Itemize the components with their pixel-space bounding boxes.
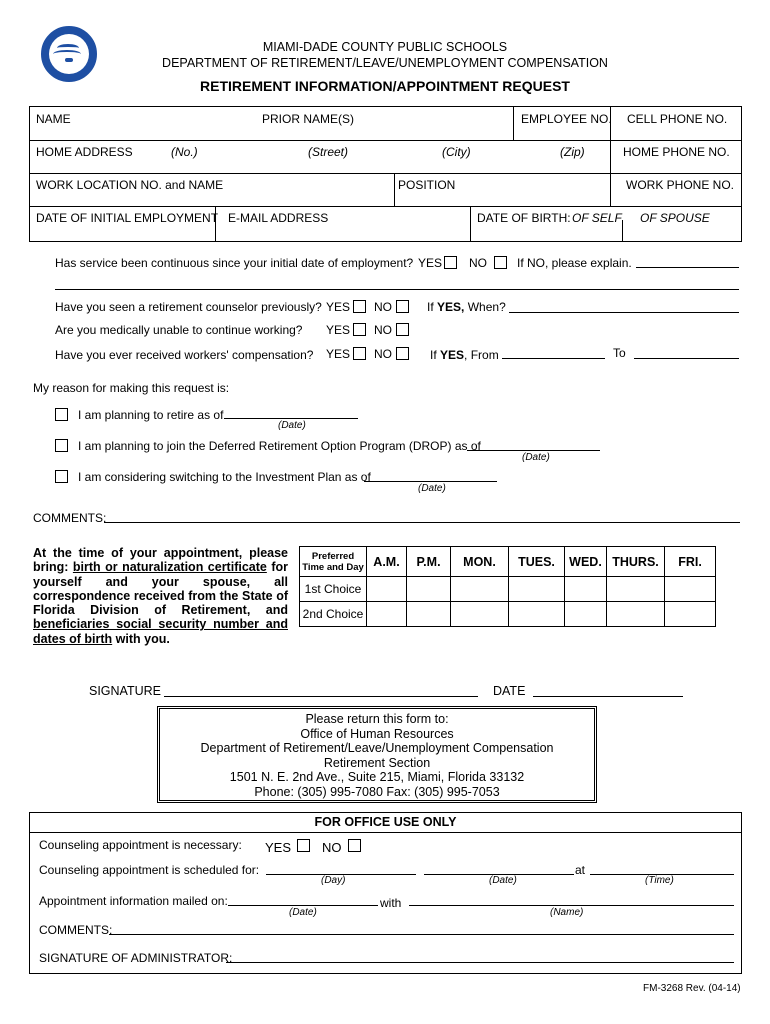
preferred-header: Preferred Time and Day: [300, 547, 367, 577]
home-address-field[interactable]: HOME ADDRESS: [36, 145, 133, 159]
district-seal-logo: [41, 26, 97, 82]
col-fri: FRI.: [665, 547, 716, 577]
name-field[interactable]: NAME: [36, 112, 71, 126]
work-phone-field[interactable]: WORK PHONE NO.: [626, 178, 735, 192]
counselor-no-label: NO: [374, 300, 392, 314]
dob-self-field[interactable]: OF SELF: [572, 211, 622, 225]
return-line: 1501 N. E. 2nd Ave., Suite 215, Miami, Florida 33132: [229, 770, 525, 784]
return-line: Phone: (305) 995-7080 Fax: (305) 995-7053: [254, 784, 500, 799]
investment-date-line[interactable]: [364, 481, 497, 482]
form-title: RETIREMENT INFORMATION/APPOINTMENT REQUEST: [200, 78, 570, 94]
cell-1-fri[interactable]: [665, 577, 716, 602]
necessary-yes-label: YES: [265, 840, 292, 855]
col-mon: MON.: [451, 547, 509, 577]
cell-2-pm[interactable]: [407, 602, 451, 627]
header-district: MIAMI-DADE COUNTY PUBLIC SCHOOLS: [262, 40, 508, 54]
office-use-title: FOR OFFICE USE ONLY: [30, 813, 741, 833]
continuous-no-checkbox[interactable]: [494, 256, 507, 269]
cell-2-wed[interactable]: [565, 602, 607, 627]
continuous-no-label: NO: [469, 256, 487, 270]
email-field[interactable]: E-MAIL ADDRESS: [228, 211, 329, 225]
col-pm: P.M.: [407, 547, 451, 577]
mailed-with-label: with: [380, 896, 402, 910]
admin-signature-label: SIGNATURE OF ADMINISTRATOR:: [39, 951, 233, 965]
if-no-explain-label: If NO, please explain.: [517, 256, 632, 270]
dob-spouse-field[interactable]: OF SPOUSE: [640, 211, 710, 225]
col-tues: TUES.: [509, 547, 565, 577]
scheduled-date-caption: (Date): [489, 875, 517, 886]
form-number: FM-3268 Rev. (04-14): [643, 983, 741, 994]
office-comments-line[interactable]: [109, 934, 734, 935]
investment-label: I am considering switching to the Investment Plan as of: [78, 470, 371, 484]
necessary-label: Counseling appointment is necessary:: [39, 838, 242, 852]
cell-1-pm[interactable]: [407, 577, 451, 602]
cell-1-tues[interactable]: [509, 577, 565, 602]
cell-2-thurs[interactable]: [607, 602, 665, 627]
workers-comp-yes-label: YES: [326, 347, 351, 361]
employee-no-field[interactable]: EMPLOYEE NO.: [521, 112, 612, 126]
col-thurs: THURS.: [607, 547, 665, 577]
mailed-name-caption: (Name): [550, 907, 584, 918]
workers-comp-from-line[interactable]: [502, 358, 605, 359]
cell-2-fri[interactable]: [665, 602, 716, 627]
workers-comp-yes-checkbox[interactable]: [353, 347, 366, 360]
medical-no-checkbox[interactable]: [396, 323, 409, 336]
employee-info-grid: [29, 106, 742, 242]
row-1st-choice: 1st Choice: [300, 577, 367, 602]
col-am: A.M.: [367, 547, 407, 577]
continuous-question: Has service been continuous since your initial date of employment?: [55, 256, 414, 270]
explain-line-1[interactable]: [636, 267, 739, 268]
position-field[interactable]: POSITION: [398, 178, 456, 192]
cell-phone-field[interactable]: CELL PHONE NO.: [627, 112, 728, 126]
workers-comp-question: Have you ever received workers' compensation?: [55, 348, 314, 362]
signature-date-line[interactable]: [533, 696, 683, 697]
investment-checkbox[interactable]: [55, 470, 68, 483]
address-street-label: (Street): [308, 145, 349, 159]
mailed-name-line[interactable]: [409, 905, 734, 906]
workers-comp-no-label: NO: [374, 347, 392, 361]
scheduled-label: Counseling appointment is scheduled for:: [39, 863, 260, 877]
prior-names-field[interactable]: PRIOR NAME(S): [262, 112, 355, 126]
counselor-question: Have you seen a retirement counselor previously?: [55, 300, 322, 314]
medical-yes-checkbox[interactable]: [353, 323, 366, 336]
signature-line[interactable]: [164, 696, 478, 697]
signature-date-label: DATE: [493, 684, 526, 698]
retire-label: I am planning to retire as of: [78, 408, 224, 422]
mailed-date-line[interactable]: [228, 905, 378, 906]
cell-2-am[interactable]: [367, 602, 407, 627]
mailed-date-caption: (Date): [289, 907, 317, 918]
continuous-yes-label: YES: [418, 256, 443, 270]
address-city-label: (City): [442, 145, 471, 159]
necessary-no-checkbox[interactable]: [348, 839, 361, 852]
counselor-if-yes-label: If YES, When?: [427, 300, 506, 314]
drop-date-line[interactable]: [467, 450, 600, 451]
cell-1-thurs[interactable]: [607, 577, 665, 602]
office-use-section: [29, 812, 742, 974]
counselor-yes-label: YES: [326, 300, 351, 314]
counselor-when-line[interactable]: [509, 312, 739, 313]
cell-1-wed[interactable]: [565, 577, 607, 602]
comments-label: COMMENTS:: [33, 511, 107, 525]
office-comments-label: COMMENTS:: [39, 923, 113, 937]
continuous-yes-checkbox[interactable]: [444, 256, 457, 269]
scheduled-day-caption: (Day): [321, 875, 346, 886]
header-department: DEPARTMENT OF RETIREMENT/LEAVE/UNEMPLOYMENT COMPENSATION: [162, 56, 608, 70]
workers-comp-no-checkbox[interactable]: [396, 347, 409, 360]
necessary-no-label: NO: [322, 840, 342, 855]
counselor-yes-checkbox[interactable]: [353, 300, 366, 313]
investment-date-caption: (Date): [418, 483, 446, 494]
workers-comp-if-yes-from: If YES, From: [430, 348, 499, 362]
counselor-no-checkbox[interactable]: [396, 300, 409, 313]
return-line: Department of Retirement/Leave/Unemployment Compensation: [200, 741, 554, 755]
drop-label: I am planning to join the Deferred Retirement Option Program (DROP) as of: [78, 439, 481, 453]
return-line: Please return this form to:: [305, 712, 449, 726]
workers-comp-to-line[interactable]: [634, 358, 739, 359]
mailed-label: Appointment information mailed on:: [39, 894, 228, 908]
explain-line-2[interactable]: [55, 289, 739, 290]
retire-date-caption: (Date): [278, 420, 306, 431]
cell-2-tues[interactable]: [509, 602, 565, 627]
signature-label: SIGNATURE: [89, 684, 161, 698]
date-initial-employment-field[interactable]: DATE OF INITIAL EMPLOYMENT: [36, 211, 219, 225]
medical-yes-label: YES: [326, 323, 351, 337]
work-location-field[interactable]: WORK LOCATION NO. and NAME: [36, 178, 224, 192]
address-zip-label: (Zip): [560, 145, 585, 159]
retire-checkbox[interactable]: [55, 408, 68, 421]
medical-question: Are you medically unable to continue working?: [55, 323, 303, 337]
scheduled-at-label: at: [575, 863, 586, 877]
reason-heading: My reason for making this request is:: [33, 381, 230, 395]
cell-2-mon[interactable]: [451, 602, 509, 627]
medical-no-label: NO: [374, 323, 392, 337]
cell-1-am[interactable]: [367, 577, 407, 602]
col-wed: WED.: [565, 547, 607, 577]
preferred-schedule-table: [299, 546, 716, 627]
retire-date-line[interactable]: [224, 418, 358, 419]
address-no-label: (No.): [171, 145, 198, 159]
necessary-yes-checkbox[interactable]: [297, 839, 310, 852]
comments-line[interactable]: [104, 522, 740, 523]
drop-date-caption: (Date): [522, 452, 550, 463]
workers-comp-to-label: To: [613, 346, 626, 360]
scheduled-time-caption: (Time): [645, 875, 674, 886]
drop-checkbox[interactable]: [55, 439, 68, 452]
return-line: Retirement Section: [323, 755, 431, 770]
cell-1-mon[interactable]: [451, 577, 509, 602]
return-address-box: [159, 708, 595, 801]
bring-instructions: At the time of your appointment, please bring: birth or naturalization certificate for yourself and your spouse, all correspondence received from the State of Florida Division of Retirement, and beneficiaries social security number and dates of birth with you.: [33, 546, 288, 646]
home-phone-field[interactable]: HOME PHONE NO.: [623, 145, 730, 159]
dob-label: DATE OF BIRTH:: [477, 211, 571, 225]
admin-signature-line[interactable]: [226, 962, 734, 963]
row-2nd-choice: 2nd Choice: [300, 602, 367, 627]
return-line: Office of Human Resources: [300, 726, 454, 741]
